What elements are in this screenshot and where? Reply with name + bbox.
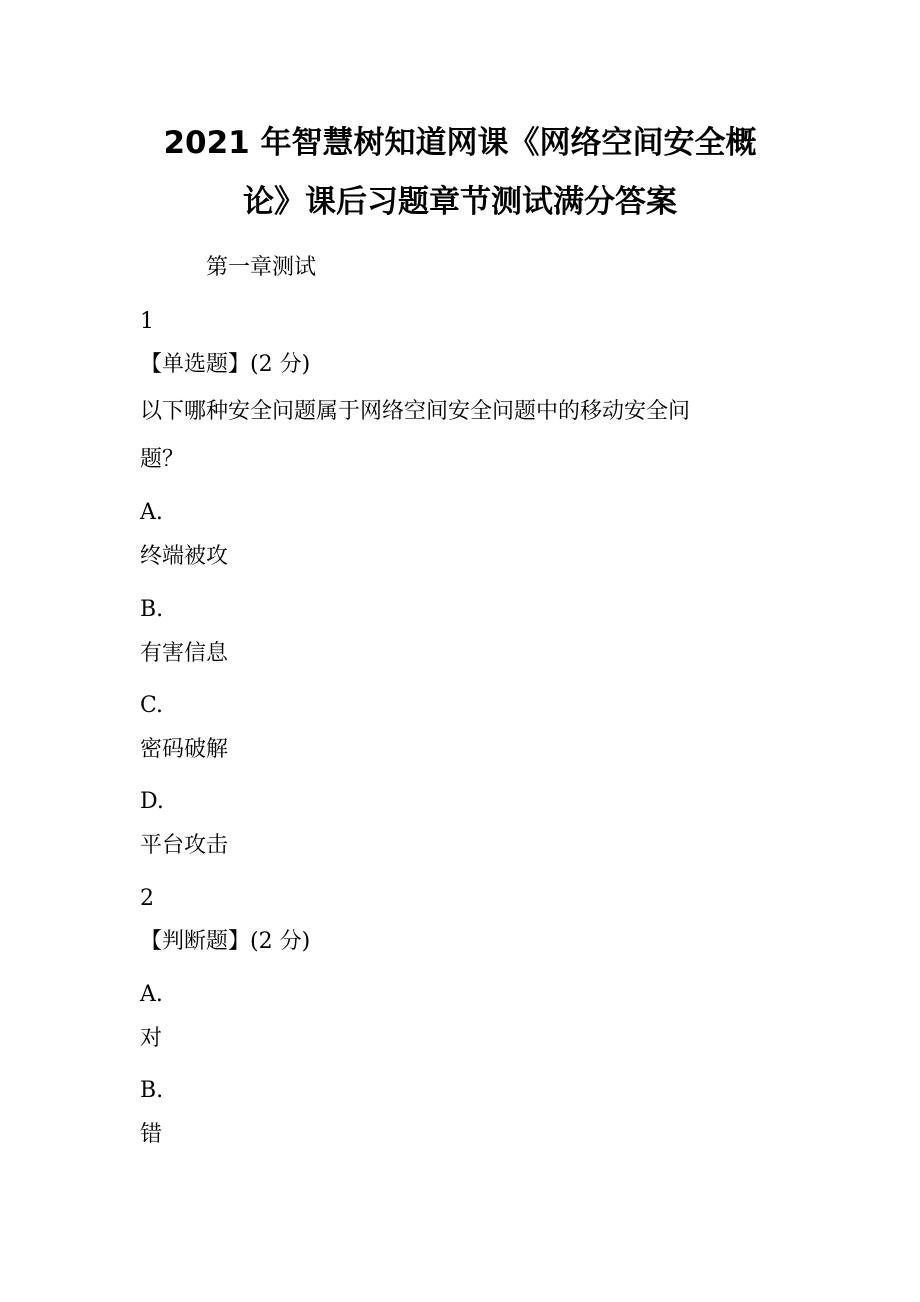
document-title-line-2: 论》课后习题章节测试满分答案 [243, 184, 677, 220]
question-1-option-b-letter: B. [140, 597, 164, 622]
question-1-option-d-text: 平台攻击 [140, 833, 229, 858]
question-1-stem-line-1: 以下哪种安全问题属于网络空间安全问题中的移动安全问 [140, 399, 691, 424]
question-2-option-a-text: 对 [140, 1026, 163, 1051]
question-2-option-b-letter: B. [140, 1078, 164, 1103]
question-2-option-b-text: 错 [140, 1122, 163, 1147]
question-2-type: 【判断题】(2 分) [140, 929, 311, 954]
question-1-option-b-text: 有害信息 [140, 641, 229, 666]
question-1-option-c-letter: C. [140, 693, 164, 718]
document-title-line-1: 2021 年智慧树知道网课《网络空间安全概 [163, 125, 757, 161]
question-1-type: 【单选题】(2 分) [140, 352, 311, 377]
question-1-stem-line-2: 题？ [140, 447, 185, 472]
question-2-option-a-letter: A. [140, 982, 163, 1007]
question-1-option-a-text: 终端被攻 [140, 544, 229, 569]
chapter-heading: 第一章测试 [206, 255, 317, 280]
question-1-option-c-text: 密码破解 [140, 737, 229, 762]
question-2-number: 2 [140, 886, 154, 911]
question-1-option-d-letter: D. [140, 789, 164, 814]
question-1-number: 1 [140, 309, 154, 334]
question-1-option-a-letter: A. [140, 500, 163, 525]
